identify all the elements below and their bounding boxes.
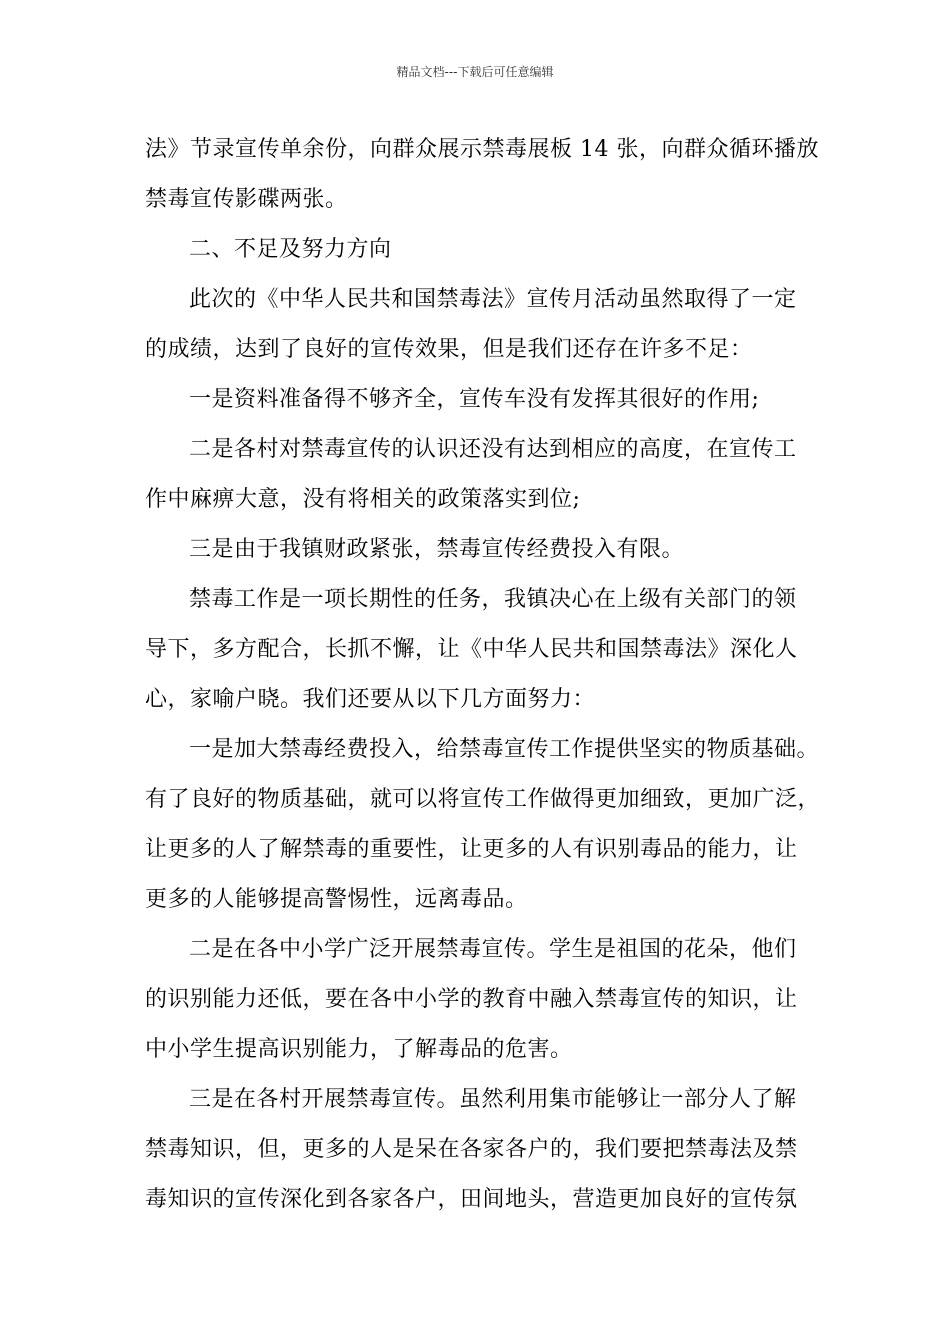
page-header: 精品文档---下载后可任意编辑 xyxy=(396,65,554,79)
text-line: 禁毒知识，但，更多的人是呆在各家各户的，我们要把禁毒法及禁 xyxy=(145,1137,798,1162)
text-line: 有了良好的物质基础，就可以将宣传工作做得更加细致，更加广泛， xyxy=(145,787,821,812)
text-line: 导下，多方配合，长抓不懈，让《中华人民共和国禁毒法》深化人 xyxy=(145,637,798,662)
text-line: 二是各村对禁毒宣传的认识还没有达到相应的高度，在宣传工 xyxy=(189,437,797,462)
text-line: 作中麻痹大意，没有将相关的政策落实到位; xyxy=(145,487,581,512)
text-line: 二是在各中小学广泛开展禁毒宣传。学生是祖国的花朵，他们 xyxy=(189,937,797,962)
text-line: 三是由于我镇财政紧张，禁毒宣传经费投入有限。 xyxy=(189,537,685,562)
text-line: 让更多的人了解禁毒的重要性，让更多的人有识别毒品的能力，让 xyxy=(145,837,798,862)
text-line: 三是在各村开展禁毒宣传。虽然利用集市能够让一部分人了解 xyxy=(189,1087,797,1112)
section-heading: 二、不足及努力方向 xyxy=(189,237,392,262)
text-line: 毒知识的宣传深化到各家各户，田间地头，营造更加良好的宣传氛 xyxy=(145,1187,798,1212)
text-line: 一是资料准备得不够齐全，宣传车没有发挥其很好的作用; xyxy=(189,387,760,412)
text-line: 更多的人能够提高警惕性，远离毒品。 xyxy=(145,887,528,912)
text-line: 此次的《中华人民共和国禁毒法》宣传月活动虽然取得了一定 xyxy=(189,287,797,312)
text-line: 法》节录宣传单余份，向群众展示禁毒展板 14 张，向群众循环播放 xyxy=(145,137,819,162)
text-line: 的识别能力还低，要在各中小学的教育中融入禁毒宣传的知识，让 xyxy=(145,987,798,1012)
text-line: 禁毒工作是一项长期性的任务，我镇决心在上级有关部门的领 xyxy=(189,587,797,612)
text-line: 心，家喻户晓。我们还要从以下几方面努力： xyxy=(145,687,596,712)
text-line: 的成绩，达到了良好的宣传效果，但是我们还存在许多不足： xyxy=(145,337,753,362)
text-line: 禁毒宣传影碟两张。 xyxy=(145,187,348,212)
text-line: 一是加大禁毒经费投入，给禁毒宣传工作提供坚实的物质基础。 xyxy=(189,737,820,762)
text-line: 中小学生提高识别能力，了解毒品的危害。 xyxy=(145,1037,573,1062)
